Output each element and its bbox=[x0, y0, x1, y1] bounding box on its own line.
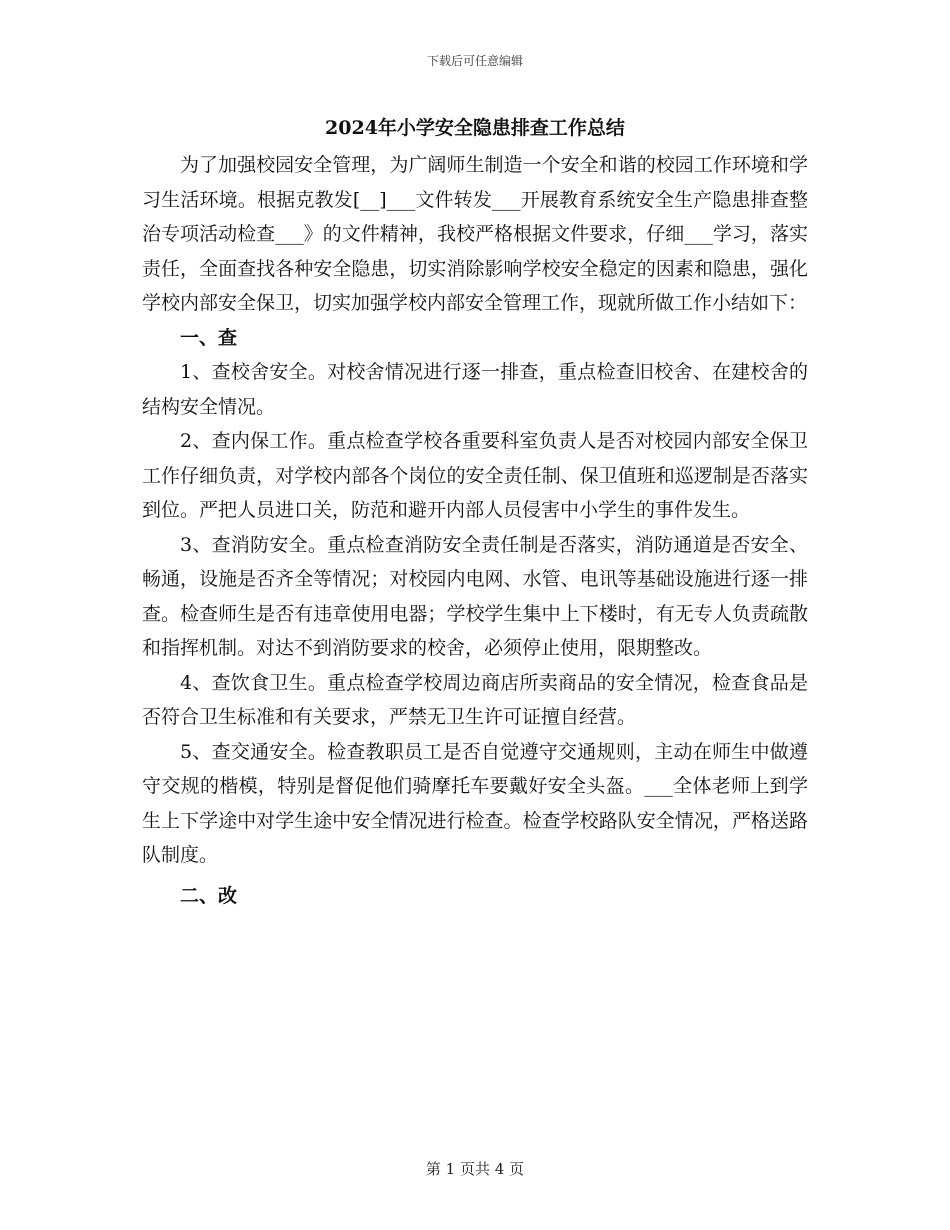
check-item-fire-safety: 3、查消防安全。重点检查消防安全责任制是否落实，消防通道是否安全、畅通，设施是否齐全等情况；对校园内电网、水管、电讯等基础设施进行逐一排查。检查师生是否有违章使用电器；学校学生集中上下楼时，有无专人负责疏散和指挥机制。对达不到消防要求的校舍，必须停止使用，限期整改。 bbox=[142, 533, 808, 659]
header-note: 下载后可任意编辑 bbox=[426, 54, 523, 68]
document-body bbox=[142, 112, 808, 913]
section-heading-rectify: 二、改 bbox=[180, 884, 238, 907]
page-number: 第 1 页共 4 页 bbox=[425, 1160, 525, 1178]
intro-paragraph: 为了加强校园安全管理，为广阔师生制造一个安全和谐的校园工作环境和学习生活环境。根据克教发[__]___文件转发___开展教育系统安全生产隐患排查整治专项活动检查___》的文件精神，我校严格根据文件要求，仔细___学习，落实责任，全面查找各种安全隐患，切实消除影响学校安全稳定的因素和隐患，强化学校内部安全保卫，切实加强学校内部安全管理工作，现就所做工作小结如下： bbox=[142, 154, 808, 314]
check-item-traffic-safety: 5、查交通安全。检查教职员工是否自觉遵守交通规则，主动在师生中做遵守交规的楷模，特别是督促他们骑摩托车要戴好安全头盔。___全体老师上到学生上下学途中对学生途中安全情况进行检查。检查学校路队安全情况，严格送路队制度。 bbox=[142, 740, 808, 866]
check-item-internal-security: 2、查内保工作。重点检查学校各重要科室负责人是否对校园内部安全保卫工作仔细负责，对学校内部各个岗位的安全责任制、保卫值班和巡逻制是否落实到位。严把人员进口关，防范和避开内部人员侵害中小学生的事件发生。 bbox=[142, 430, 808, 521]
document-title: 2024年小学安全隐患排查工作总结 bbox=[325, 117, 625, 139]
check-item-building-safety: 1、查校舍安全。对校舍情况进行逐一排查，重点检查旧校舍、在建校舍的结构安全情况。 bbox=[142, 361, 808, 418]
section-heading-check: 一、查 bbox=[180, 326, 238, 349]
check-item-food-hygiene: 4、查饮食卫生。重点检查学校周边商店所卖商品的安全情况，检查食品是否符合卫生标准和有关要求，严禁无卫生许可证擅自经营。 bbox=[142, 671, 808, 728]
